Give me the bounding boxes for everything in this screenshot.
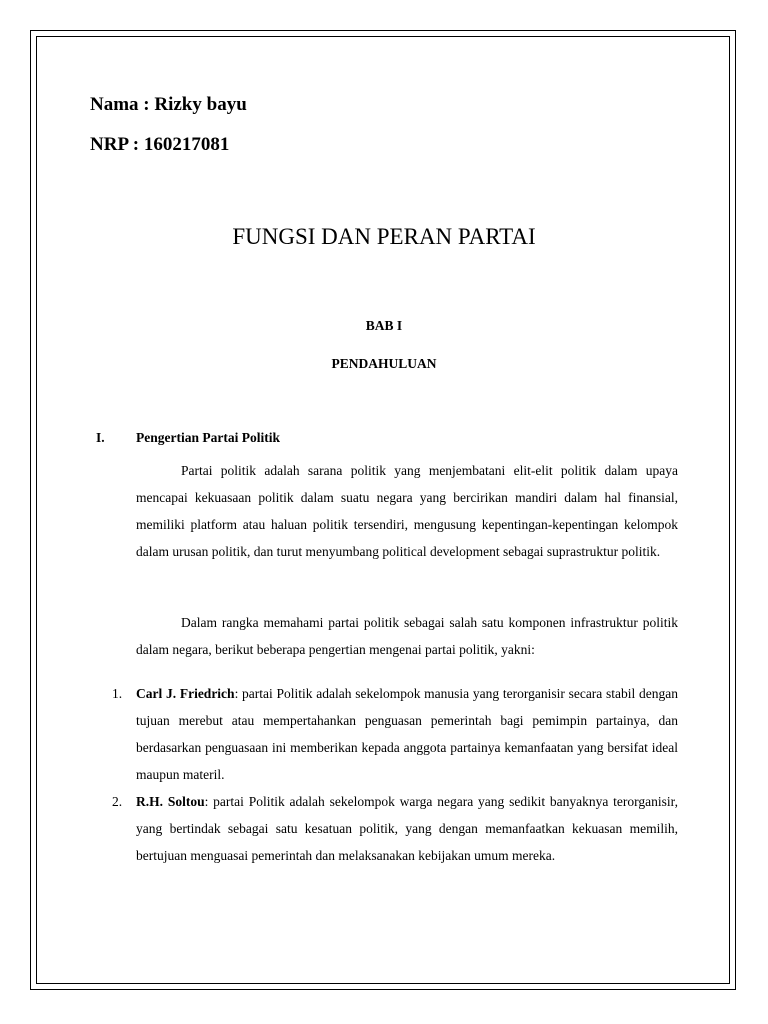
- paragraph: Dalam rangka memahami partai politik sebagai salah satu komponen infrastruktur politik dalam negara, berikut beberapa pengertian mengenai partai politik, yakni:: [136, 615, 678, 657]
- chapter-name: PENDAHULUAN: [331, 356, 437, 371]
- paragraph: Partai politik adalah sarana politik yang menjembatani elit-elit politik dalam upaya mencapai kekuasaan politik dalam suatu negara yang bercirikan mandiri dalam hal finansial, memiliki platform atau haluan politik tersendiri, mengusung kepentingan-kepentingan kelompok dalam urusan politik, dan turut menyumbang political development sebagai suprastruktur politik.: [136, 463, 678, 559]
- list-item: [104, 680, 678, 788]
- definition-author: R.H. Soltou: [136, 794, 205, 809]
- definition-text: : partai Politik adalah sekelompok manusia yang terorganisir secara stabil dengan tujuan merebut atau mempertahankan penguasan pemerintah bagi pemimpin partainya, dan berdasarkan penguasaan ini memberikan kepada anggota partainya kemanfaatan yang bersifat ideal maupun materil.: [136, 686, 678, 782]
- section-title: Pengertian Partai Politik: [136, 430, 280, 445]
- definition-text: : partai Politik adalah sekelompok warga negara yang sedikit banyaknya terorganisir, yang bertindak sebagai satu kesatuan politik, yang dengan memanfaatkan kekuasan memilih, bertujuan menguasai pemerintah dan melaksanakan kebijakan umum mereka.: [136, 794, 679, 863]
- section-number: I.: [96, 430, 105, 445]
- list-item: [104, 788, 678, 869]
- definition-author: Carl J. Friedrich: [136, 686, 235, 701]
- student-nrp: NRP : 160217081: [90, 134, 230, 155]
- definitions-list: [104, 680, 678, 869]
- document-title: FUNGSI DAN PERAN PARTAI: [232, 224, 536, 249]
- chapter-number: BAB I: [365, 318, 403, 333]
- student-name: Nama : Rizky bayu: [90, 94, 247, 115]
- list-marker: 2.: [112, 794, 123, 809]
- list-marker: 1.: [112, 686, 123, 701]
